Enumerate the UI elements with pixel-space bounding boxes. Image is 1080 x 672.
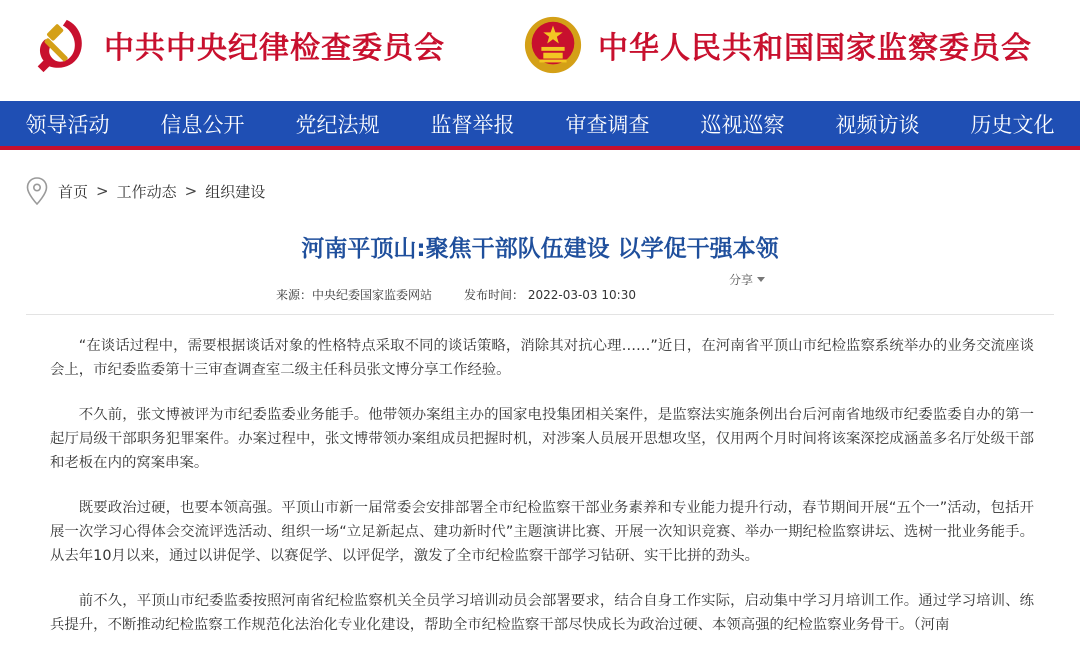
- nav-item-report[interactable]: 监督举报: [430, 112, 515, 137]
- national-emblem-icon: [522, 14, 584, 76]
- breadcrumb-separator: >: [184, 182, 198, 200]
- nav-item-regulations[interactable]: 党纪法规: [295, 112, 380, 137]
- ccdi-title: 中共中央纪律检查委员会: [104, 31, 445, 66]
- article-meta: [276, 286, 636, 303]
- article-source: 来源：中央纪委国家监委网站: [276, 288, 433, 302]
- main-nav: [0, 101, 1080, 150]
- share-label: 分享: [729, 273, 754, 287]
- nsc-brand[interactable]: [522, 10, 1032, 80]
- share-button[interactable]: [729, 271, 765, 288]
- nav-item-video[interactable]: 视频访谈: [835, 112, 920, 137]
- breadcrumb: [26, 176, 265, 206]
- nav-item-leadership[interactable]: 领导活动: [25, 112, 110, 137]
- article-title: 河南平顶山:聚焦干部队伍建设 以学促干强本领: [301, 236, 779, 262]
- nav-item-inspection[interactable]: 巡视巡察: [700, 112, 785, 137]
- breadcrumb-work-news[interactable]: 工作动态: [116, 182, 177, 201]
- article-paragraph: 前不久，平顶山市纪委监委按照河南省纪检监察机关全员学习培训动员会部署要求，结合自身工作实际，启动集中学习月培训工作。通过学习培训、练兵提升，不断推动纪检监察工作规范化法治化专业化建设，帮助全市纪检监察干部尽快成长为政治过硬、本领高强的纪检监察业务骨干。（河南: [50, 593, 1034, 633]
- nav-item-info-disclosure[interactable]: 信息公开: [160, 112, 245, 137]
- party-emblem-icon: [28, 14, 90, 76]
- article-paragraph: 不久前，张文博被评为市纪委监委业务能手。他带领办案组主办的国家电投集团相关案件，是监察法实施条例出台后河南省地级市纪委监委自办的第一起厅局级干部职务犯罪案件。办案过程中，张文博带领办案组成员把握时机，对涉案人员展开思想攻坚，仅用两个月时间将该案深挖成涵盖多名厅处级干部和老板在内的窝案串案。: [50, 407, 1034, 471]
- chevron-down-icon: [757, 277, 765, 282]
- nav-item-investigation[interactable]: 审查调查: [565, 112, 650, 137]
- site-header: [0, 0, 1080, 100]
- breadcrumb-separator: >: [96, 182, 109, 200]
- location-pin-icon: [26, 177, 48, 205]
- ccdi-brand[interactable]: [28, 10, 445, 80]
- nsc-title: 中华人民共和国国家监察委员会: [598, 31, 1032, 66]
- breadcrumb-org-building[interactable]: 组织建设: [205, 182, 266, 201]
- article-body: [50, 334, 1034, 658]
- breadcrumb-home[interactable]: 首页: [58, 182, 89, 201]
- article-paragraph: “在谈话过程中，需要根据谈话对象的性格特点采取不同的谈话策略，消除其对抗心理……”近日，在河南省平顶山市纪检监察系统举办的业务交流座谈会上，市纪委监委第十三审查调查室二级主任科员张文博分享工作经验。: [50, 338, 1034, 378]
- article-paragraph: 既要政治过硬，也要本领高强。平顶山市新一届常委会安排部署全市纪检监察干部业务素养和专业能力提升行动，春节期间开展“五个一”活动，包括开展一次学习心得体会交流评选活动、组织一场“立足新起点、建功新时代”主题演讲比赛、开展一次知识竞赛、举办一期纪检监察讲坛、选树一批业务能手。从去年10月以来，通过以讲促学、以赛促学、以评促学，激发了全市纪检监察干部学习钻研、实干比拼的劲头。: [50, 500, 1034, 564]
- article-published: 发布时间： 2022-03-03 10:30: [464, 288, 636, 302]
- divider: [26, 314, 1054, 315]
- nav-item-history[interactable]: 历史文化: [970, 112, 1055, 137]
